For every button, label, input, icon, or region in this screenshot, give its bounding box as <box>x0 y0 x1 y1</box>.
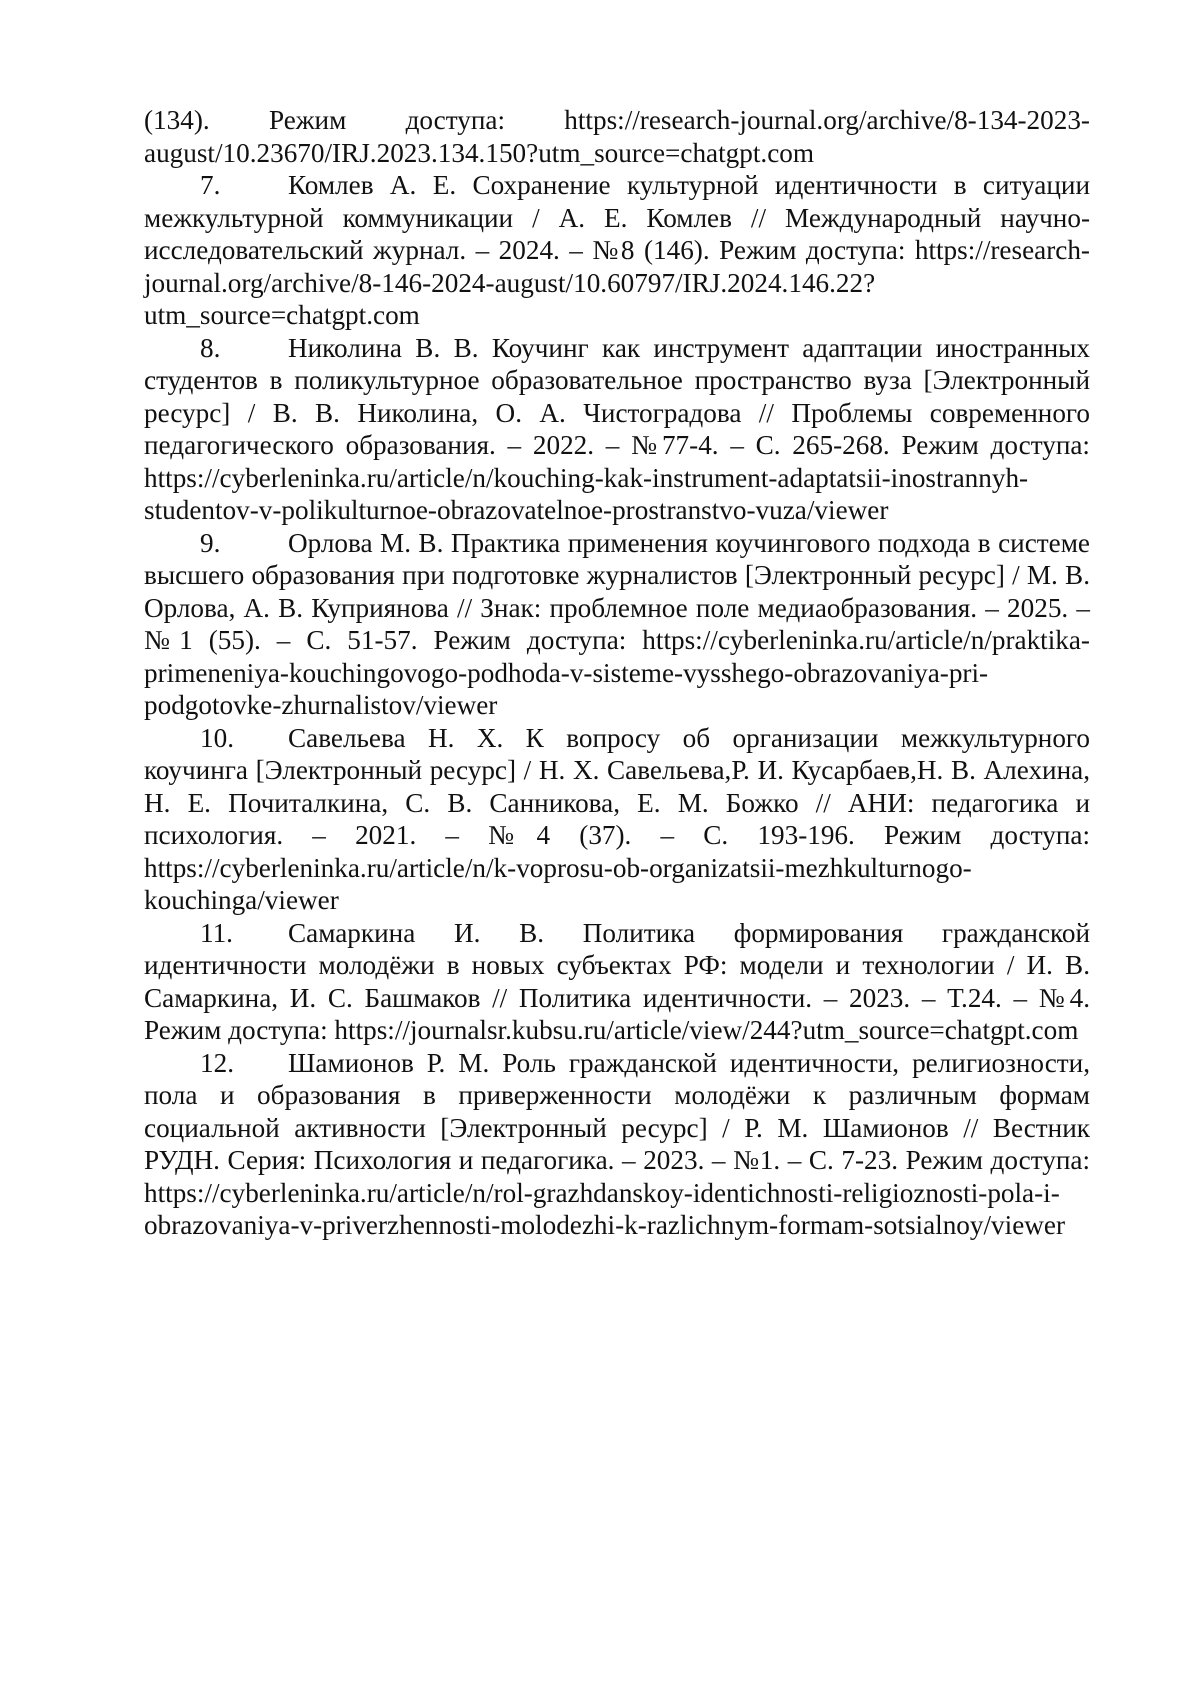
reference-continuation: (134). Режим доступа: https://research-journal.org/archive/8-134-2023-august/10.23670/IRJ.2023.134.150?utm_source=chatgpt.com <box>144 105 1090 168</box>
document-page <box>144 104 1090 1242</box>
reference-item-8 <box>144 332 1090 527</box>
reference-number: 10. <box>200 722 234 753</box>
reference-number: 7. <box>200 170 221 200</box>
reference-number: 9. <box>200 527 221 558</box>
reference-item-7 <box>144 169 1090 332</box>
reference-number: 12. <box>200 1047 234 1078</box>
reference-text: Комлев А. Е. Сохранение культурной идентичности в ситуации межкультурной коммуникации / А. Е. Комлев // Международный научно-исследовательский журнал. – 2024. – №8 (146). Режим доступа: https://research-journal.org/archive/8-146-2024-august/10.60797/IRJ.2024.146.22?utm_source=chatgpt.com <box>144 170 1090 330</box>
reference-text: Савельева Н. Х. К вопросу об организации межкультурного коучинга [Электронный ресурс] / Н. Х. Савельева,Р. И. Кусарбаев,Н. В. Алехина, Н. Е. Почиталкина, С. В. Санникова, Е. М. Божко // АНИ: педагогика и психология. – 2021. – №4 (37). – С. 193-196. Режим доступа: https://cyberleninka.ru/article/n/k-voprosu-ob-organizatsii-mezhkulturnogo-kouchinga/viewer <box>144 722 1090 915</box>
reference-item-12 <box>144 1047 1090 1242</box>
reference-item-9 <box>144 527 1090 722</box>
reference-item-10 <box>144 722 1090 917</box>
reference-number: 11. <box>200 917 233 948</box>
reference-number: 8. <box>200 332 221 363</box>
reference-text: Орлова М. В. Практика применения коучингового подхода в системе высшего образования при подготовке журналистов [Электронный ресурс] / М. В. Орлова, А. В. Куприянова // Знак: проблемное поле медиаобразования. – 2025. – №1 (55). – С. 51-57. Режим доступа: https://cyberleninka.ru/article/n/praktika-primeneniya-kouchingovogo-podhoda-v-sisteme-vysshego-obrazovaniya-pri-podgotovke-zhurnalistov/viewer <box>144 527 1090 720</box>
reference-text: Шамионов Р. М. Роль гражданской идентичности, религиозности, пола и образования в приверженности молодёжи к различным формам социальной активности [Электронный ресурс] / Р. М. Шамионов // Вестник РУДН. Серия: Психология и педагогика. – 2023. – №1. – С. 7-23. Режим доступа: https://cyberleninka.ru/article/n/rol-grazhdanskoy-identichnosti-religioznosti-pola-i-obrazovaniya-v-priverzhennosti-molodezhi-k-razlichnym-formam-sotsialnoy/viewer <box>144 1047 1090 1240</box>
reference-item-11 <box>144 917 1090 1047</box>
reference-text: Самаркина И. В. Политика формирования гражданской идентичности молодёжи в новых субъектах РФ: модели и технологии / И. В. Самаркина, И. С. Башмаков // Политика идентичности. – 2023. – Т.24. – №4. Режим доступа: https://journalsr.kubsu.ru/article/view/244?utm_source=chatgpt.com <box>144 917 1090 1045</box>
reference-text: Николина В. В. Коучинг как инструмент адаптации иностранных студентов в поликультурное образовательное пространство вуза [Электронный ресурс] / В. В. Николина, О. А. Чистоградова // Проблемы современного педагогического образования. – 2022. – №77-4. – С. 265-268. Режим доступа: https://cyberleninka.ru/article/n/kouching-kak-instrument-adaptatsii-inostrannyh-studentov-v-polikulturnoe-obrazovatelnoe-prostranstvo-vuza/viewer <box>144 332 1090 525</box>
